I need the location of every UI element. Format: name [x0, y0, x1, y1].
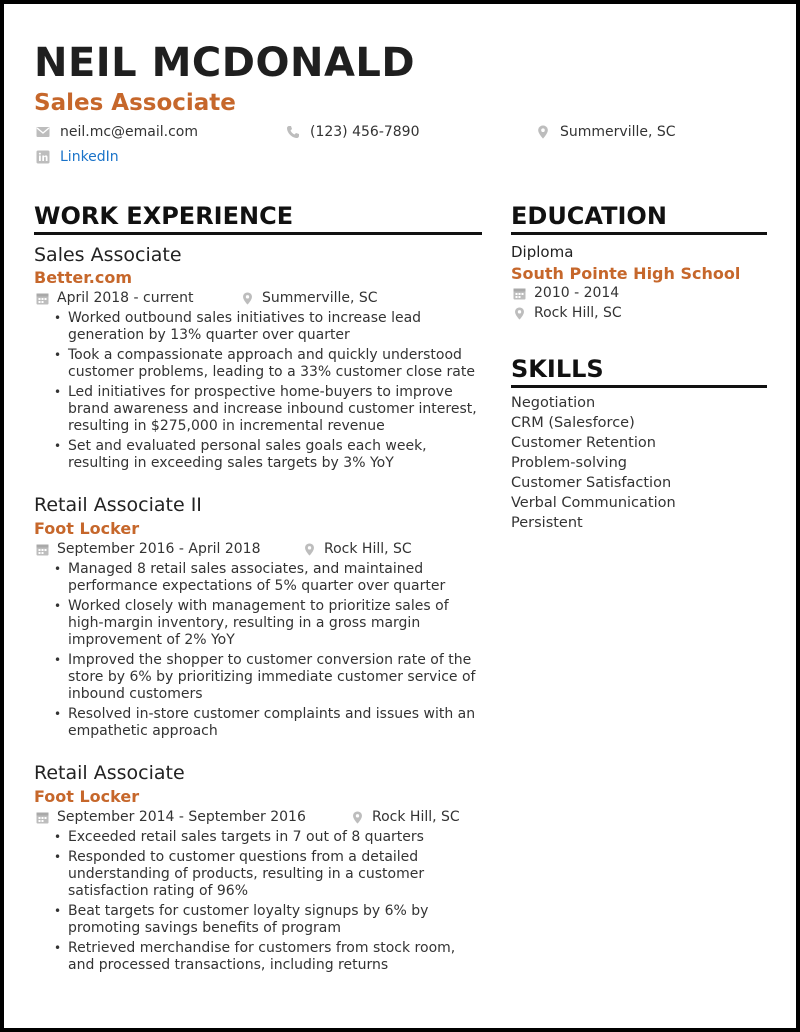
skills-heading: SKILLS	[511, 355, 767, 388]
education-dates-text: 2010 - 2014	[534, 285, 620, 301]
bullet-item: • Took a compassionate approach and quickly understood customer problems, leading to a 33% customer close rate	[34, 347, 482, 381]
skill-item: Negotiation	[511, 395, 596, 411]
bullet-item: • Set and evaluated personal sales goals each week, resulting in exceeding sales targets by 3% YoY	[34, 438, 482, 472]
job-dates-text: September 2016 - April 2018	[57, 541, 261, 557]
job-dates	[36, 541, 261, 557]
resume-page	[4, 4, 796, 1028]
job-location	[241, 290, 378, 306]
location-text: Summerville, SC	[560, 124, 676, 140]
bullet-item: • Resolved in-store customer complaints and issues with an empathetic approach	[34, 706, 482, 740]
phone-icon	[286, 125, 300, 139]
phone-text: (123) 456-7890	[310, 124, 420, 140]
calendar-icon	[513, 287, 526, 300]
education-dates	[513, 285, 619, 301]
job-bullets	[34, 310, 482, 475]
job-location	[351, 809, 460, 825]
job-company: Better.com	[34, 268, 133, 287]
email-text: neil.mc@email.com	[60, 124, 199, 140]
map-pin-icon	[536, 125, 550, 139]
skill-item: Customer Retention	[511, 435, 656, 451]
education-location-text: Rock Hill, SC	[534, 305, 622, 321]
skill-item: Problem-solving	[511, 455, 627, 471]
envelope-icon	[36, 125, 50, 139]
linkedin-text: LinkedIn	[60, 149, 119, 165]
education-location	[513, 305, 622, 321]
map-pin-icon	[351, 811, 364, 824]
education-school: South Pointe High School	[511, 264, 741, 283]
skill-item: Customer Satisfaction	[511, 475, 672, 491]
job-location-text: Summerville, SC	[262, 290, 378, 306]
job-dates	[36, 809, 306, 825]
job-company: Foot Locker	[34, 519, 140, 538]
calendar-icon	[36, 543, 49, 556]
education-degree: Diploma	[511, 243, 574, 261]
bullet-item: • Managed 8 retail sales associates, and maintained performance expectations of 5% quarter over quarter	[34, 561, 482, 595]
bullet-item: • Beat targets for customer loyalty signups by 6% by promoting savings benefits of program	[34, 903, 482, 937]
linkedin-link[interactable]	[36, 149, 119, 165]
job-bullets	[34, 829, 482, 977]
email-contact[interactable]	[36, 124, 198, 140]
education-heading: EDUCATION	[511, 202, 767, 235]
skill-item: Persistent	[511, 515, 583, 531]
bullet-item: • Responded to customer questions from a detailed understanding of products, resulting in a customer satisfaction rating of 96%	[34, 849, 482, 900]
map-pin-icon	[513, 307, 526, 320]
phone-contact[interactable]	[286, 124, 420, 140]
job-company: Foot Locker	[34, 787, 140, 806]
skill-item: CRM (Salesforce)	[511, 415, 635, 431]
bullet-item: • Retrieved merchandise for customers from stock room, and processed transactions, including returns	[34, 940, 482, 974]
job-dates-text: April 2018 - current	[57, 290, 194, 306]
job-title: Retail Associate II	[34, 494, 202, 516]
work-experience-heading: WORK EXPERIENCE	[34, 202, 482, 235]
calendar-icon	[36, 811, 49, 824]
location-contact	[536, 124, 676, 140]
candidate-name: NEIL MCDONALD	[34, 40, 416, 86]
bullet-item: • Worked outbound sales initiatives to increase lead generation by 13% quarter over quarter	[34, 310, 482, 344]
map-pin-icon	[303, 543, 316, 556]
candidate-role: Sales Associate	[34, 90, 236, 116]
bullet-item: • Improved the shopper to customer conversion rate of the store by 6% by prioritizing immediate customer service of inbound customers	[34, 652, 482, 703]
job-location	[303, 541, 412, 557]
calendar-icon	[36, 292, 49, 305]
skill-item: Verbal Communication	[511, 495, 676, 511]
job-location-text: Rock Hill, SC	[372, 809, 460, 825]
map-pin-icon	[241, 292, 254, 305]
job-location-text: Rock Hill, SC	[324, 541, 412, 557]
linkedin-icon	[36, 150, 50, 164]
skills-list	[511, 393, 676, 533]
bullet-item: • Worked closely with management to prioritize sales of high-margin inventory, resulting in a gross margin improvement of 2% YoY	[34, 598, 482, 649]
job-title: Sales Associate	[34, 244, 182, 266]
bullet-item: • Led initiatives for prospective home-buyers to improve brand awareness and increase inbound customer interest, resulting in $275,000 in incremental revenue	[34, 384, 482, 435]
job-bullets	[34, 561, 482, 743]
job-title: Retail Associate	[34, 762, 185, 784]
job-dates	[36, 290, 194, 306]
bullet-item: • Exceeded retail sales targets in 7 out of 8 quarters	[34, 829, 482, 846]
job-dates-text: September 2014 - September 2016	[57, 809, 306, 825]
